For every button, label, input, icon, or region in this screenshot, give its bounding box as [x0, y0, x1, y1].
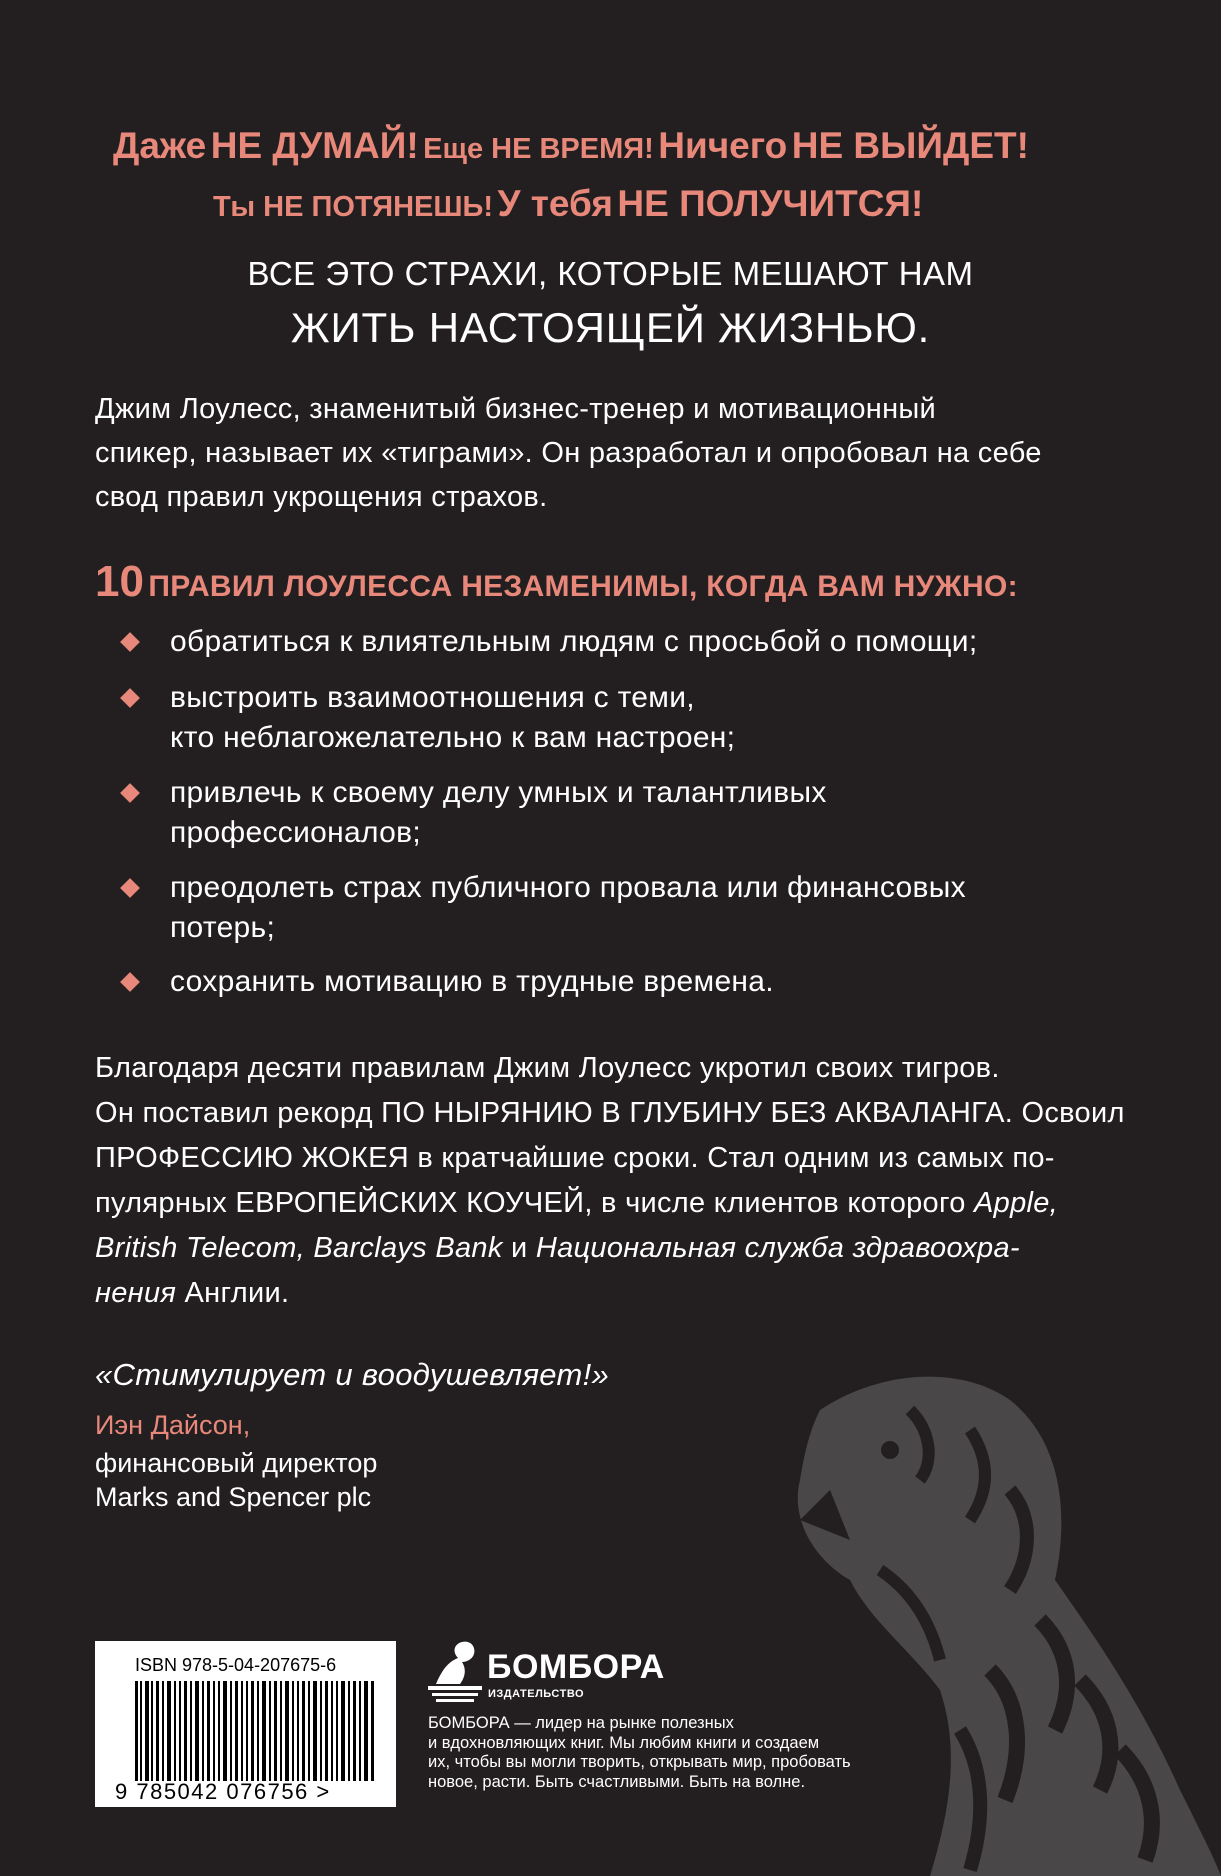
headline-text: НЕ ПОЛУЧИТСЯ! [617, 183, 924, 224]
bullet-text [170, 868, 966, 948]
quote-company: Marks and Spencer plc [95, 1482, 372, 1512]
achievements-text: пулярных ЕВРОПЕЙСКИХ КОУЧЕЙ, в числе клиентов которого [95, 1187, 966, 1219]
tagline-line: их, чтобы вы могли творить, открывать мир, пробовать [428, 1753, 851, 1771]
fears-line-1: ВСЕ ЭТО СТРАХИ, КОТОРЫЕ МЕШАЮТ НАМ [247, 255, 974, 292]
quote-role: финансовый директор [95, 1448, 378, 1478]
achievements-line [95, 1226, 1175, 1271]
bullet-line: обратиться к влиятельным людям с просьбой о помощи; [170, 625, 978, 658]
diamond-bullet-icon [120, 972, 140, 992]
achievements-text: Англии. [184, 1277, 290, 1309]
headline-line-2 [213, 183, 1113, 225]
diamond-bullet-icon [120, 632, 140, 652]
tagline-line: БОМБОРА — лидер на рынке полезных [428, 1714, 734, 1732]
client-name: нения [95, 1277, 177, 1309]
bullet-line: привлечь к своему делу умных и талантливых [170, 776, 827, 809]
barcode-box [95, 1641, 396, 1807]
bullet-line: кто неблагожелательно к вам настроен; [170, 721, 736, 754]
intro-line: спикер, называет их «тиграми». Он разработал и опробовал на себе [95, 437, 1042, 469]
bullet-text [170, 622, 978, 662]
achievements-line: Благодаря десяти правилам Джим Лоулесс укротил своих тигров. [95, 1052, 1000, 1084]
client-name: Apple, [974, 1187, 1059, 1219]
achievements-line: Он поставил рекорд ПО НЫРЯНИЮ В ГЛУБИНУ БЕЗ АКВАЛАНГА. Освоил [95, 1097, 1125, 1129]
headline-text: Еще НЕ ВРЕМЯ! [423, 133, 654, 165]
rules-heading-text: ПРАВИЛ ЛОУЛЕССА НЕЗАМЕНИМЫ, КОГДА ВАМ НУЖНО: [148, 570, 1018, 603]
client-name: Национальная служба здравоохра- [535, 1232, 1020, 1264]
quote-text: «Стимулирует и воодушевляет!» [95, 1357, 610, 1392]
isbn-digits: 9 785042 076756 > [115, 1779, 331, 1804]
headline-line-1 [113, 125, 1113, 167]
headline-text: НЕ ДУМАЙ! [210, 125, 419, 166]
bullet-text [170, 678, 735, 758]
isbn-label: ISBN 978-5-04-207675-6 [135, 1655, 337, 1675]
achievements-text: и [511, 1232, 528, 1264]
bullet-line: профессионалов; [170, 816, 421, 849]
headline-text: Ничего [658, 125, 788, 166]
headline-text: У тебя [497, 183, 613, 224]
publisher-tagline [428, 1714, 908, 1792]
diamond-bullet-icon [120, 783, 140, 803]
achievements-line [95, 1181, 1175, 1226]
headline-text: Даже [113, 125, 207, 166]
intro-line: Джим Лоулесс, знаменитый бизнес-тренер и мотивационный [95, 393, 937, 425]
bullet-line: преодолеть страх публичного провала или финансовых [170, 871, 966, 904]
quote-author: Иэн Дайсон, [95, 1410, 251, 1440]
bombora-logo-icon [428, 1640, 482, 1702]
achievements-paragraph [95, 1046, 1175, 1316]
tiger-illustration [760, 1370, 1221, 1876]
bullet-text [170, 773, 827, 853]
rules-number: 10 [95, 557, 144, 606]
achievements-line [95, 1271, 1175, 1316]
diamond-bullet-icon [120, 688, 140, 708]
tagline-line: новое, расти. Быть счастливыми. Быть на волне. [428, 1772, 806, 1791]
barcode [135, 1681, 375, 1781]
intro-line: свод правил укрощения страхов. [95, 481, 548, 513]
headline-text: Ты НЕ ПОТЯНЕШЬ! [213, 191, 494, 223]
client-name: British Telecom, Barclays Bank [95, 1232, 503, 1264]
bullet-line: потерь; [170, 911, 276, 944]
fears-line-2: ЖИТЬ НАСТОЯЩЕЙ ЖИЗНЬЮ. [290, 304, 931, 351]
achievements-line: ПРОФЕССИЮ ЖОКЕЯ в кратчайшие сроки. Стал одним из самых по- [95, 1142, 1055, 1174]
publisher-sub: ИЗДАТЕЛЬСТВО [488, 1688, 585, 1700]
diamond-bullet-icon [120, 878, 140, 898]
bullet-text [170, 962, 774, 1002]
intro-paragraph [95, 387, 1155, 519]
bullet-line: выстроить взаимоотношения с теми, [170, 681, 695, 714]
bullet-line: сохранить мотивацию в трудные времена. [170, 965, 774, 998]
rules-heading [95, 557, 1018, 607]
tagline-line: и вдохновляющих книг. Мы любим книги и создаем [428, 1733, 820, 1752]
headline-text: НЕ ВЫЙДЕТ! [791, 125, 1029, 166]
publisher-name: БОМБОРА [487, 1648, 665, 1686]
